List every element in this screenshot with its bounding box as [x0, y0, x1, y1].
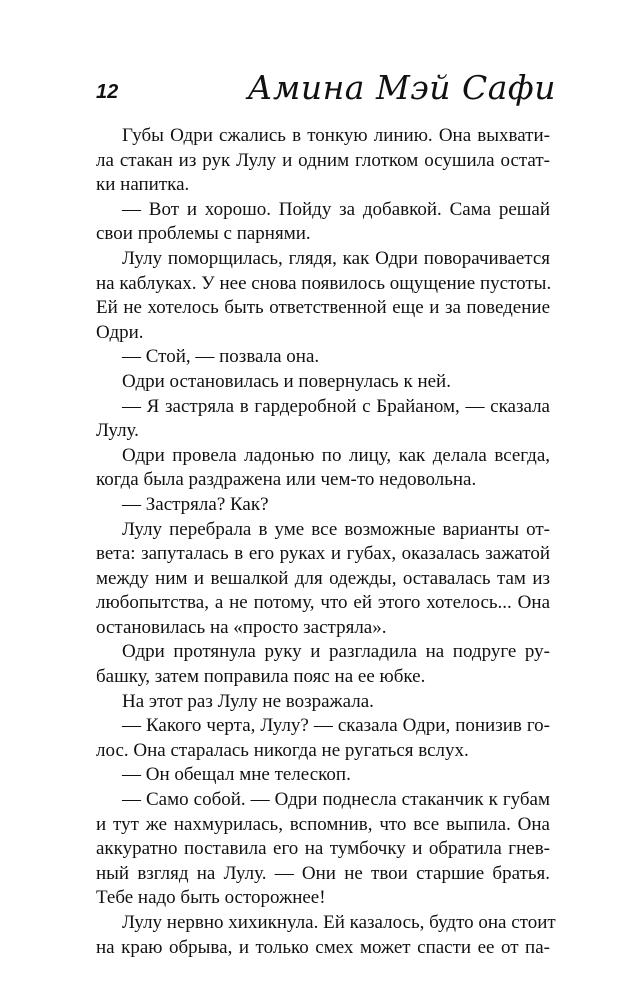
text-line: Губы Одри сжались в тонкую линию. Она выхвати-: [122, 125, 550, 146]
text-line: Ей не хотелось быть ответственной еще и за поведение: [96, 297, 550, 319]
running-head-author: Амина Мэй Сафи: [247, 68, 556, 107]
text-line: когда была раздражена или чем-то недовольна.: [96, 469, 477, 491]
text-line: и тут же нахмурилась, вспомнив, что все выпила. Она: [96, 813, 550, 835]
text-line: Одри провела ладонью по лицу, как делала всегда,: [122, 444, 550, 466]
text-line: между ним и вешалкой для одежды, оставалась там из: [96, 567, 550, 589]
body-text: [96, 124, 556, 960]
text-line: — Какого черта, Лулу? — сказала Одри, понизив го-: [122, 715, 550, 737]
text-line: ла стакан из рук Лулу и одним глотком осушила остат-: [96, 149, 550, 171]
text-line: — Застряла? Как?: [122, 493, 269, 515]
text-line: — Я застряла в гардеробной с Брайаном, — сказала: [122, 395, 550, 417]
text-line: На этот раз Лулу не возражала.: [122, 690, 374, 712]
text-line: — Он обещал мне телескоп.: [122, 764, 351, 786]
text-line: Одри.: [96, 321, 144, 343]
page-number: 12: [96, 81, 119, 103]
text-line: любопытства, а не потому, что ей этого хотелось... Она: [96, 592, 550, 614]
text-line: Тебе надо быть осторожнее!: [96, 887, 326, 909]
text-line: на каблуках. У нее снова появилось ощущение пустоты.: [96, 272, 552, 294]
page-header: [96, 66, 556, 116]
text-line: — Стой, — позвала она.: [122, 346, 320, 368]
text-line: Одри остановилась и повернулась к ней.: [122, 370, 451, 392]
text-line: аккуратно поставила его на тумбочку и обратила гнев-: [96, 838, 550, 860]
text-line: Лулу.: [96, 420, 139, 442]
text-line: ки напитка.: [96, 174, 190, 196]
text-line: башку, затем поправила пояс на ее юбке.: [96, 666, 426, 688]
text-line: — Вот и хорошо. Пойду за добавкой. Сама решай: [122, 198, 550, 220]
text-line: Лулу нервно хихикнула. Ей казалось, будто она стоит: [122, 912, 556, 933]
text-line: Лулу поморщилась, глядя, как Одри поворачивается: [122, 247, 550, 269]
text-line: Лулу перебрала в уме все возможные варианты от-: [122, 518, 550, 540]
text-line: свои проблемы с парнями.: [96, 223, 311, 245]
text-line: — Само собой. — Одри поднесла стаканчик к губам: [122, 789, 550, 811]
text-line: ный взгляд на Лулу. — Они не твои старшие братья.: [96, 862, 550, 884]
text-line: на краю обрыва, и только смех может спасти ее от па-: [96, 936, 550, 958]
text-line: вета: запуталась в его руках и губах, оказалась зажатой: [96, 543, 550, 565]
text-line: остановилась на «просто застряла».: [96, 616, 387, 638]
text-line: Одри протянула руку и разгладила на подруге ру-: [122, 641, 550, 663]
text-line: лос. Она старалась никогда не ругаться вслух.: [96, 739, 469, 761]
